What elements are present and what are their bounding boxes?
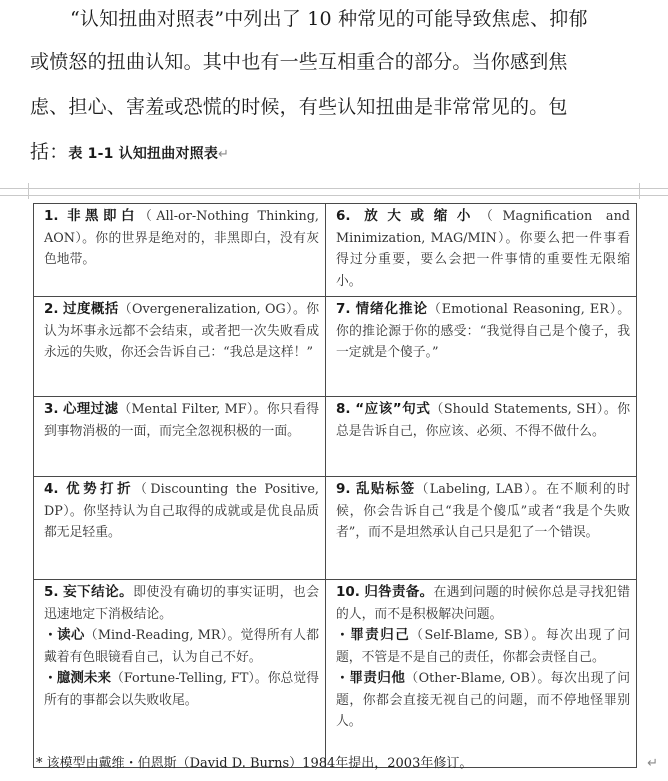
- item-english: （Should Statements, SH）。: [430, 402, 618, 417]
- sub-item-english: （Self-Blame, SB）。: [410, 628, 546, 643]
- item-english: （All-or-Nothing Thinking, AON）。: [44, 209, 319, 246]
- distortion-cell: [326, 580, 637, 768]
- item-name: “应该”句式: [355, 401, 431, 417]
- sub-item: [336, 668, 630, 733]
- separator-tick-left: [28, 183, 29, 199]
- item-number: 7.: [336, 301, 351, 317]
- item-number: 9.: [336, 481, 351, 497]
- intro-line-4-text: 括：: [30, 141, 69, 163]
- bullet-mark: ・: [336, 628, 351, 643]
- distortion-cell: [326, 477, 637, 580]
- item-name: 优势打折: [66, 481, 135, 497]
- sub-item-description: 你总觉得所有的事都会以失败收尾。: [44, 671, 320, 708]
- bullet-mark: ・: [44, 671, 57, 686]
- sub-item-description: 觉得所有人都戴着有色眼镜看自己，认为自己不好。: [44, 628, 320, 665]
- sub-item-english: （Other-Blame, OB）。: [405, 671, 551, 686]
- item-number: 4.: [44, 481, 59, 497]
- page-separator: [0, 188, 668, 196]
- paragraph-mark-icon: ↵: [647, 756, 658, 771]
- item-name: 归咎责备。: [364, 584, 434, 600]
- item-description: 你要么把一件事看得过分重要，要么会把一件事情的重要性无限缩小。: [336, 230, 631, 289]
- sub-item-description: 每次出现了问题，不管是不是自己的责任，你都会责怪自己。: [336, 628, 631, 665]
- item-number: 3.: [44, 401, 59, 417]
- bullet-mark: ・: [336, 671, 350, 686]
- sub-item-name: 读心: [57, 627, 85, 643]
- sub-item-description: 每次出现了问题，你都会直接无视自己的问题，而不停地怪罪别人。: [336, 671, 631, 729]
- item-description: 你的推论源于你的感受：“我觉得自己是个傻子，我一定就是个傻子。”: [336, 323, 630, 360]
- item-number: 2.: [44, 301, 59, 317]
- item-number: 6.: [336, 208, 351, 224]
- item-description: 在不顺利的时候，你会告诉自己“我是个傻瓜”或者“我是个失败者”，而不是坦然承认自己只是犯了一个错误。: [336, 482, 631, 540]
- sub-item-name: 罪责归他: [349, 670, 406, 686]
- item-english: （Mental Filter, MF）。: [118, 402, 267, 417]
- distortion-cell: [34, 204, 326, 297]
- item-name: 心理过滤: [62, 401, 119, 417]
- item-description: 你总是告诉自己，你应该、必须、不得不做什么。: [336, 402, 630, 439]
- item-number: 8.: [336, 401, 351, 417]
- item-name: 情绪化推论: [355, 301, 428, 317]
- item-description: 你只看得到事物消极的一面，而完全忽视积极的一面。: [44, 402, 320, 439]
- distortion-cell: [326, 297, 637, 397]
- footnote: * 该模型由戴维・伯恩斯（David D. Burns）1984年提出，2003年修订。: [36, 756, 473, 771]
- separator-tick-right: [639, 183, 640, 199]
- distortion-cell: [34, 297, 326, 397]
- sub-item-english: （Mind-Reading, MR）。: [84, 628, 241, 643]
- item-number: 10.: [336, 584, 360, 600]
- distortion-cell: [326, 204, 637, 297]
- sub-item-name: 臆测未来: [56, 670, 112, 686]
- item-english: （Labeling, LAB）。: [415, 482, 547, 497]
- item-name: 过度概括: [63, 301, 119, 317]
- sub-item-english: （Fortune-Telling, FT）。: [111, 671, 268, 686]
- distortion-cell: [34, 477, 326, 580]
- item-description: 你坚持认为自己取得的成就或是优良品质都无足轻重。: [44, 503, 319, 540]
- sub-item: [44, 625, 319, 668]
- item-name: 非黑即白: [67, 208, 139, 224]
- item-english: （Magnification and Minimization, MAG/MIN）。: [336, 209, 630, 246]
- item-number: 1.: [44, 208, 59, 224]
- distortion-cell: [34, 397, 326, 477]
- sub-item: [44, 668, 319, 711]
- item-name: 妄下结论。: [63, 584, 134, 600]
- item-description: 你认为坏事永远都不会结束，或者把一次失败看成永远的失败，你还会告诉自己：“我总是这样！”: [44, 302, 319, 360]
- table-title: 表 1-1 认知扭曲对照表: [68, 146, 219, 162]
- item-description: 即使没有确切的事实证明，也会迅速地定下消极结论。: [44, 585, 320, 622]
- distortion-cell: [34, 580, 326, 768]
- intro-line-1: “认知扭曲对照表”中列出了 10 种常见的可能导致焦虑、抑郁: [70, 8, 588, 30]
- item-english: （Emotional Reasoning, ER）。: [427, 302, 630, 317]
- distortion-table: [33, 203, 637, 768]
- item-number: 5.: [44, 584, 59, 600]
- item-name: 放大或缩小: [364, 208, 480, 224]
- sub-item-name: 罪责归己: [350, 627, 411, 643]
- intro-line-4: [30, 137, 630, 164]
- intro-line-3: 虑、担心、害羞或恐慌的时候，有些认知扭曲是非常常见的。包: [30, 96, 568, 118]
- item-description: 你的世界是绝对的，非黑即白，没有灰色地带。: [44, 230, 319, 267]
- intro-line-2: 或愤怒的扭曲认知。其中也有一些互相重合的部分。当你感到焦: [30, 51, 568, 73]
- paragraph-mark-icon: ↵: [218, 147, 230, 162]
- distortion-cell: [326, 397, 637, 477]
- item-description: 在遇到问题的时候你总是寻找犯错的人，而不是积极解决问题。: [336, 585, 631, 622]
- item-english: （Overgeneralization, OG）。: [118, 302, 307, 317]
- sub-item: [336, 625, 630, 668]
- item-english: （Discounting the Positive, DP）。: [44, 482, 319, 519]
- bullet-mark: ・: [44, 628, 58, 643]
- item-name: 乱贴标签: [356, 481, 416, 497]
